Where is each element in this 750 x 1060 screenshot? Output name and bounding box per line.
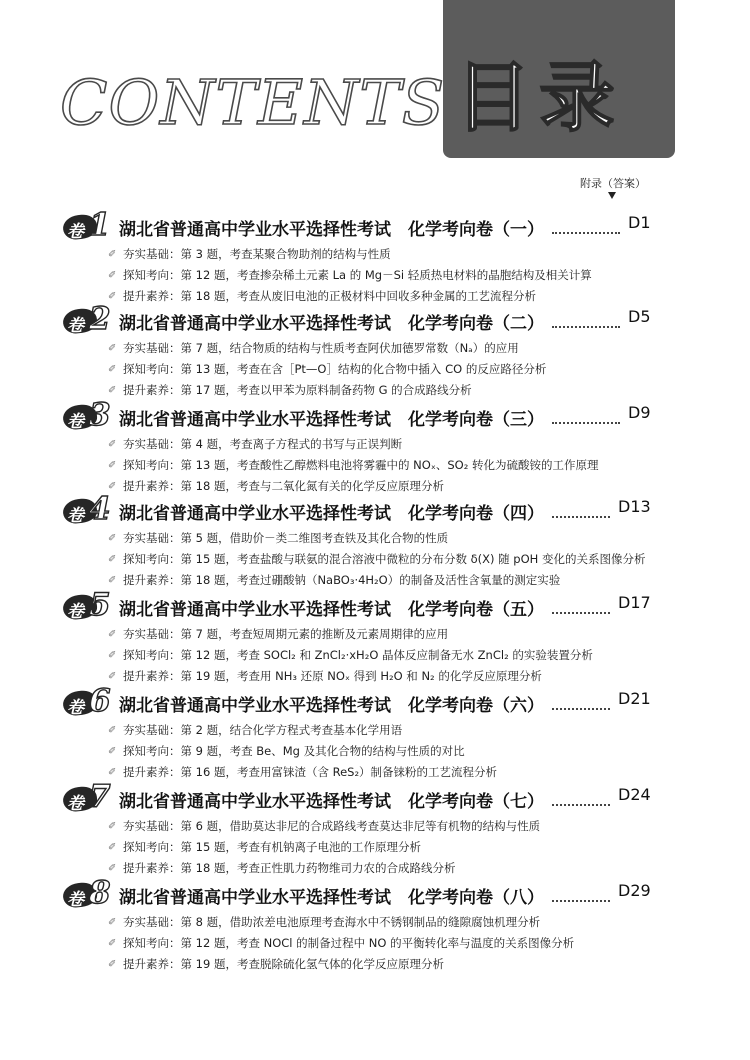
- volume-badge: [63, 397, 111, 433]
- item-text: 探知考向：第 13 题，考查酸性乙醇燃料电池将雾霾中的 NOₓ、SO₂ 转化为硫酸铵的工作原理: [123, 458, 599, 472]
- leader-dots: [552, 218, 620, 234]
- item-text: 提升素养：第 18 题，考查正性肌力药物维司力农的合成路线分析: [123, 861, 456, 875]
- item-text: 夯实基础：第 7 题，考查短周期元素的推断及元素周期律的应用: [123, 627, 449, 641]
- list-item: [63, 720, 663, 741]
- page-number: D1: [628, 213, 651, 232]
- volume-header: [63, 683, 663, 720]
- pen-icon: ✐: [108, 554, 117, 565]
- badge-char: 卷: [67, 506, 84, 526]
- volume-title: 湖北省普通高中学业水平选择性考试 化学考向卷（四）: [119, 504, 544, 524]
- item-text: 探知考向：第 15 题，考查盐酸与联氨的混合溶液中微粒的分布分数 δ(X) 随 pOH 变化的关系图像分析: [123, 552, 646, 566]
- badge-char: 卷: [67, 222, 84, 242]
- item-text: 提升素养：第 18 题，考查与二氧化氮有关的化学反应原理分析: [123, 479, 444, 493]
- item-text: 提升素养：第 19 题，考查脱除硫化氢气体的化学反应原理分析: [123, 957, 444, 971]
- volume-entry[interactable]: [63, 779, 663, 879]
- item-text: 夯实基础：第 6 题，借助莫达非尼的合成路线考查莫达非尼等有机物的结构与性质: [123, 819, 541, 833]
- list-item: [63, 762, 663, 783]
- badge-char: 卷: [67, 602, 84, 622]
- item-text: 夯实基础：第 4 题，考查离子方程式的书写与正误判断: [123, 437, 403, 451]
- volume-entry[interactable]: [63, 207, 663, 307]
- page-number: D24: [618, 785, 651, 804]
- volume-header: [63, 779, 663, 816]
- list-item: [63, 265, 663, 286]
- page-number: D29: [618, 881, 651, 900]
- leader-dots: [552, 502, 610, 518]
- volume-entry[interactable]: [63, 491, 663, 591]
- leader-dots: [552, 790, 610, 806]
- page-number: D17: [618, 593, 651, 612]
- page-number: D21: [618, 689, 651, 708]
- pen-icon: ✐: [108, 575, 117, 586]
- badge-char: 卷: [67, 890, 84, 910]
- pen-icon: ✐: [108, 767, 117, 778]
- volume-badge: [63, 491, 111, 527]
- volume-title: 湖北省普通高中学业水平选择性考试 化学考向卷（八）: [119, 888, 544, 908]
- volume-header: [63, 587, 663, 624]
- badge-char: 卷: [67, 794, 84, 814]
- pen-icon: ✐: [108, 439, 117, 450]
- badge-char: 卷: [67, 412, 84, 432]
- pen-icon: ✐: [108, 746, 117, 757]
- volume-title: 湖北省普通高中学业水平选择性考试 化学考向卷（七）: [119, 792, 544, 812]
- badge-number: 3: [89, 397, 111, 433]
- item-text: 探知考向：第 12 题，考查掺杂稀土元素 La 的 Mg－Si 轻质热电材料的晶胞结构及相关计算: [123, 268, 592, 282]
- pen-icon: ✐: [108, 270, 117, 281]
- list-item: [63, 359, 663, 380]
- item-text: 提升素养：第 16 题，考查用富铼渣（含 ReS₂）制备铼粉的工艺流程分析: [123, 765, 498, 779]
- pen-icon: ✐: [108, 364, 117, 375]
- volume-entry[interactable]: [63, 683, 663, 783]
- leader-dots: [552, 312, 620, 328]
- leader-dots: [552, 408, 620, 424]
- item-text: 提升素养：第 17 题，考查以甲苯为原料制备药物 G 的合成路线分析: [123, 383, 472, 397]
- list-item: [63, 338, 663, 359]
- leader-dots: [552, 886, 610, 902]
- badge-char: 卷: [67, 698, 84, 718]
- list-item: [63, 434, 663, 455]
- volume-badge: [63, 587, 111, 623]
- item-text: 探知考向：第 15 题，考查有机钠离子电池的工作原理分析: [123, 840, 421, 854]
- list-item: [63, 858, 663, 879]
- pen-icon: ✐: [108, 821, 117, 832]
- volume-badge: [63, 683, 111, 719]
- pen-icon: ✐: [108, 650, 117, 661]
- list-item: [63, 286, 663, 307]
- list-item: [63, 476, 663, 497]
- pen-icon: ✐: [108, 917, 117, 928]
- item-text: 探知考向：第 13 题，考查在含［Pt—O］结构的化合物中插入 CO 的反应路径分析: [123, 362, 547, 376]
- volume-entry[interactable]: [63, 301, 663, 401]
- badge-number: 8: [89, 875, 111, 911]
- pen-icon: ✐: [108, 629, 117, 640]
- volume-title: 湖北省普通高中学业水平选择性考试 化学考向卷（三）: [119, 410, 544, 430]
- badge-number: 5: [89, 587, 111, 623]
- volume-entry[interactable]: [63, 397, 663, 497]
- pen-icon: ✐: [108, 725, 117, 736]
- volume-badge: [63, 779, 111, 815]
- badge-number: 7: [89, 779, 111, 815]
- list-item: [63, 954, 663, 975]
- volume-title: 湖北省普通高中学业水平选择性考试 化学考向卷（六）: [119, 696, 544, 716]
- list-item: [63, 244, 663, 265]
- item-text: 探知考向：第 9 题，考查 Be、Mg 及其化合物的结构与性质的对比: [123, 744, 465, 758]
- volume-entry[interactable]: [63, 875, 663, 975]
- appendix-label: 附录（答案）: [580, 177, 646, 190]
- pen-icon: ✐: [108, 533, 117, 544]
- badge-number: 1: [89, 207, 111, 243]
- pen-icon: ✐: [108, 959, 117, 970]
- volume-header: [63, 301, 663, 338]
- list-item: [63, 741, 663, 762]
- volume-header: [63, 491, 663, 528]
- volume-header: [63, 397, 663, 434]
- contents-heading: CONTENTS: [60, 66, 446, 139]
- leader-dots: [552, 598, 610, 614]
- item-text: 提升素养：第 19 题，考查用 NH₃ 还原 NOₓ 得到 H₂O 和 N₂ 的化学反应原理分析: [123, 669, 542, 683]
- volume-title: 湖北省普通高中学业水平选择性考试 化学考向卷（一）: [119, 220, 544, 240]
- pen-icon: ✐: [108, 481, 117, 492]
- item-text: 探知考向：第 12 题，考查 SOCl₂ 和 ZnCl₂·xH₂O 晶体反应制备无水 ZnCl₂ 的实验装置分析: [123, 648, 593, 662]
- volume-header: [63, 875, 663, 912]
- list-item: [63, 549, 663, 570]
- list-item: [63, 837, 663, 858]
- pen-icon: ✐: [108, 291, 117, 302]
- badge-number: 2: [89, 301, 111, 337]
- volume-badge: [63, 301, 111, 337]
- pen-icon: ✐: [108, 671, 117, 682]
- leader-dots: [552, 694, 610, 710]
- volume-badge: [63, 875, 111, 911]
- list-item: [63, 380, 663, 401]
- badge-number: 6: [89, 683, 111, 719]
- badge-number: 4: [89, 491, 111, 527]
- pen-icon: ✐: [108, 863, 117, 874]
- down-arrow-icon: [608, 192, 616, 199]
- list-item: [63, 816, 663, 837]
- page-number: D9: [628, 403, 651, 422]
- list-item: [63, 528, 663, 549]
- item-text: 夯实基础：第 7 题，结合物质的结构与性质考查阿伏加德罗常数（Nₐ）的应用: [123, 341, 519, 355]
- list-item: [63, 933, 663, 954]
- item-text: 提升素养：第 18 题，考查过硼酸钠（NaBO₃·4H₂O）的制备及活性含氧量的测定实验: [123, 573, 561, 587]
- volume-header: [63, 207, 663, 244]
- item-text: 夯实基础：第 5 题，借助价－类二维图考查铁及其化合物的性质: [123, 531, 449, 545]
- badge-char: 卷: [67, 316, 84, 336]
- list-item: [63, 624, 663, 645]
- item-text: 夯实基础：第 3 题，考查某聚合物助剂的结构与性质: [123, 247, 391, 261]
- pen-icon: ✐: [108, 938, 117, 949]
- volume-badge: [63, 207, 111, 243]
- page-number: D13: [618, 497, 651, 516]
- volume-title: 湖北省普通高中学业水平选择性考试 化学考向卷（五）: [119, 600, 544, 620]
- volume-title: 湖北省普通高中学业水平选择性考试 化学考向卷（二）: [119, 314, 544, 334]
- list-item: [63, 912, 663, 933]
- pen-icon: ✐: [108, 460, 117, 471]
- item-text: 提升素养：第 18 题，考查从废旧电池的正极材料中回收多种金属的工艺流程分析: [123, 289, 536, 303]
- list-item: [63, 666, 663, 687]
- mulu-heading: 目录: [455, 53, 623, 142]
- pen-icon: ✐: [108, 249, 117, 260]
- pen-icon: ✐: [108, 842, 117, 853]
- page-number: D5: [628, 307, 651, 326]
- volume-entry[interactable]: [63, 587, 663, 687]
- item-text: 夯实基础：第 2 题，结合化学方程式考查基本化学用语: [123, 723, 403, 737]
- pen-icon: ✐: [108, 343, 117, 354]
- list-item: [63, 570, 663, 591]
- list-item: [63, 455, 663, 476]
- item-text: 探知考向：第 12 题，考查 NOCl 的制备过程中 NO 的平衡转化率与温度的关系图像分析: [123, 936, 575, 950]
- pen-icon: ✐: [108, 385, 117, 396]
- list-item: [63, 645, 663, 666]
- item-text: 夯实基础：第 8 题，借助浓差电池原理考查海水中不锈钢制品的缝隙腐蚀机理分析: [123, 915, 541, 929]
